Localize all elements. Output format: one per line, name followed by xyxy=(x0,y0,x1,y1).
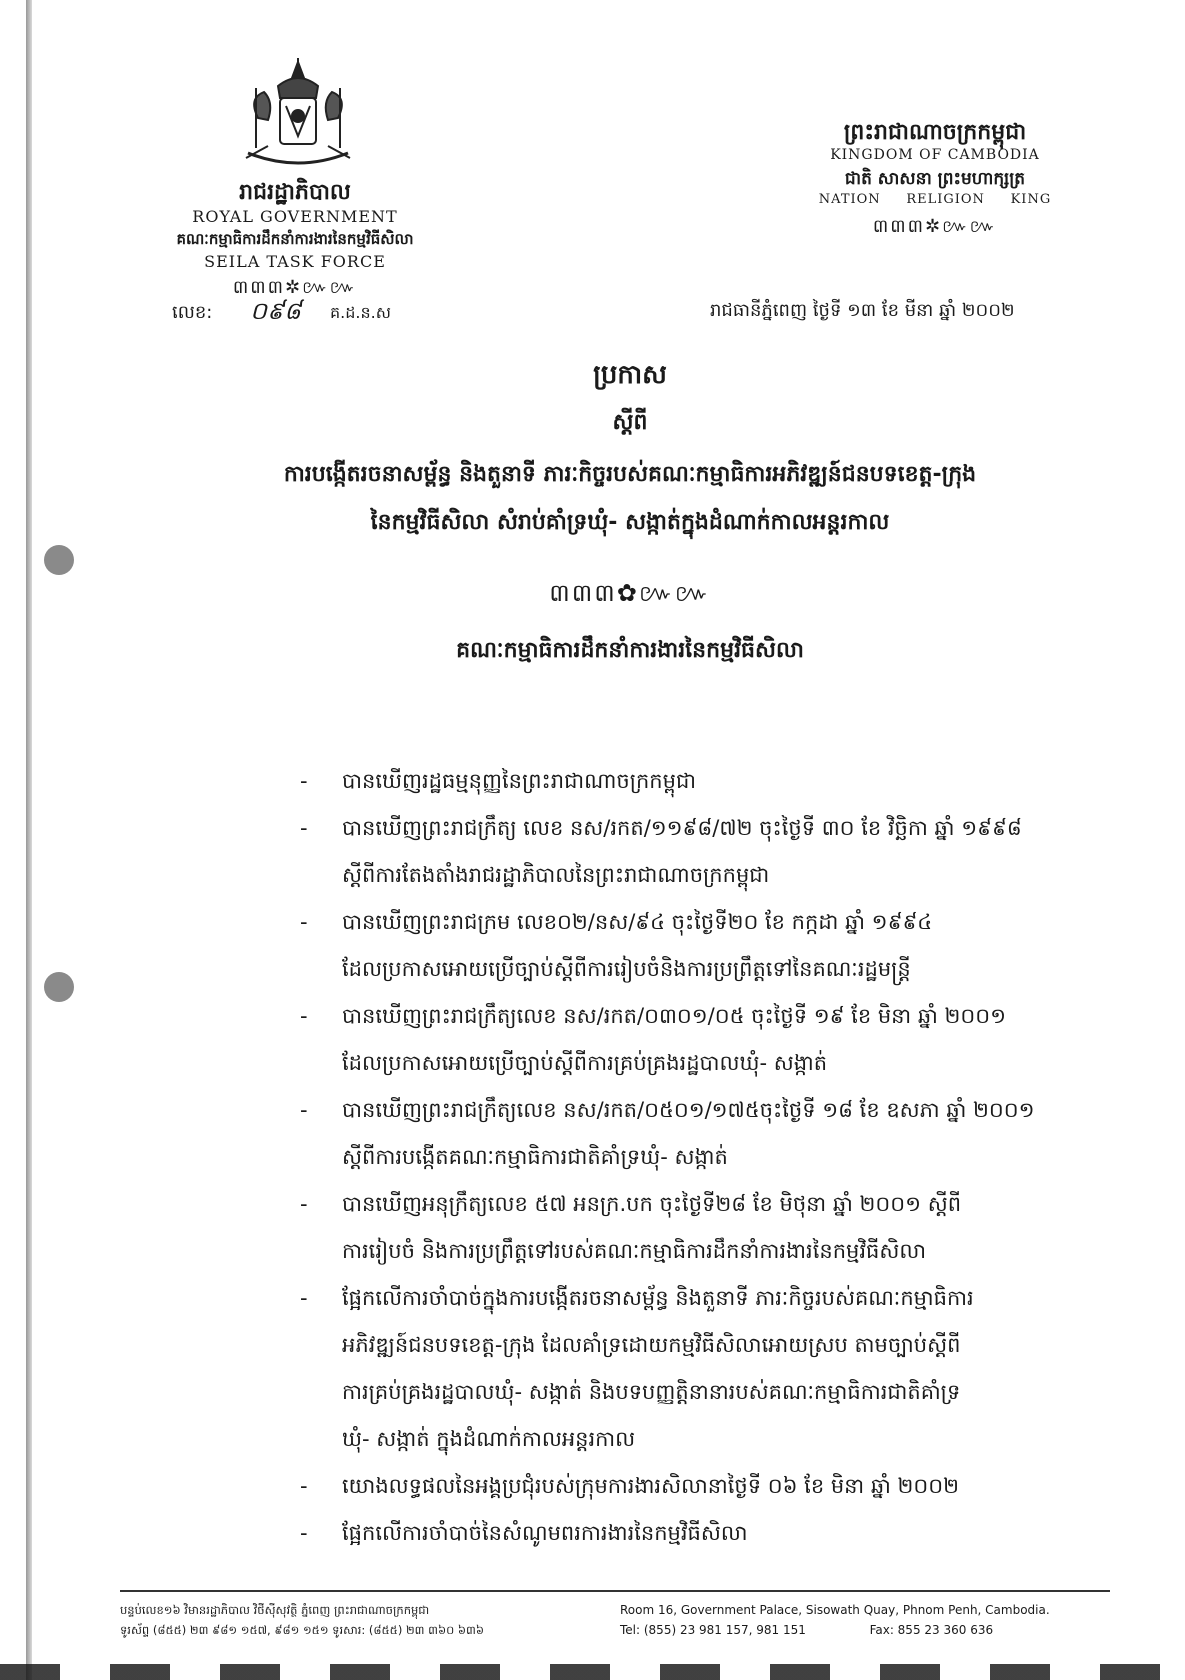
left-ornament: ៣៣៣✲៚៚ xyxy=(232,277,358,298)
bullet-dash: - xyxy=(300,769,308,793)
scan-edge-shadow xyxy=(26,0,32,1680)
reference-label: លេខ: xyxy=(172,302,213,323)
list-item-line: អភិវឌ្ឍន៍ជនបទខេត្ត-ក្រុង ដែលគាំទ្រដោយកម្មវិធីសិលាអោយស្រប តាមច្បាប់ស្ដីពី xyxy=(342,1333,961,1357)
list-item xyxy=(300,805,1100,899)
list-item-line: បានឃើញរដ្ឋធម្មនុញ្ញនៃព្រះរាជាណាចក្រកម្ពុជា xyxy=(342,769,696,793)
footer-english-contact xyxy=(620,1620,1110,1640)
document-sub: ស្ដីពី xyxy=(612,410,648,435)
list-item xyxy=(300,758,1100,805)
considerations-list xyxy=(300,758,1100,1557)
bullet-dash: - xyxy=(300,1474,308,1498)
list-item-line: ស្ដីពីការតែងតាំងរាជរដ្ឋាភិបាលនៃព្រះរាជាណាចក្រកម្ពុជា xyxy=(342,863,770,887)
footer-fax: Fax: 855 23 360 636 xyxy=(869,1623,994,1637)
bullet-dash: - xyxy=(300,1004,308,1028)
kingdom-english: KINGDOM OF CAMBODIA xyxy=(830,147,1040,163)
royal-emblem-icon xyxy=(228,58,368,178)
footer-khmer-address: បន្ទប់លេខ១៦ វិមានរដ្ឋាភិបាល វិថីស៊ីសុវត្ថិ ភ្នំពេញ ព្រះរាជាណាចក្រកម្ពុជា xyxy=(120,1603,430,1617)
footer-khmer xyxy=(120,1600,590,1640)
list-item-line: ការរៀបចំ និងការប្រព្រឹត្តទៅរបស់គណៈកម្មាធិការដឹកនាំការងារនៃកម្មវិធីសិលា xyxy=(342,1239,927,1263)
authority-line: គណៈកម្មាធិការដឹកនាំការងារនៃកម្មវិធីសិលា xyxy=(456,638,804,663)
reference-number: ០៩៨ xyxy=(250,297,301,325)
list-item-line: បានឃើញអនុក្រឹត្យលេខ ៥៧ អនក្រ.បក ចុះថ្ងៃទី២៨ ខែ មិថុនា ឆ្នាំ ២០០១ ស្ដីពី xyxy=(342,1192,962,1216)
kingdom-khmer: ព្រះរាជាណាចក្រកម្ពុជា xyxy=(843,120,1027,145)
list-item xyxy=(300,1275,1100,1463)
list-item-line: យោងលទ្ធផលនៃអង្គប្រជុំរបស់ក្រុមការងារសិលានាថ្ងៃទី ០៦ ខែ មិនា ឆ្នាំ ២០០២ xyxy=(342,1474,960,1498)
list-item-line: បានឃើញព្រះរាជក្រឹត្យលេខ នស/រកត/០៣០១/០៥ ចុះថ្ងៃទី ១៩ ខែ មិនា ឆ្នាំ ២០០១ xyxy=(342,1004,1007,1028)
bullet-dash: - xyxy=(300,1286,308,1310)
list-item-line: ដែលប្រកាសអោយប្រើច្បាប់ស្ដីពីការគ្រប់គ្រងរដ្ឋបាលឃុំ- សង្កាត់ xyxy=(342,1051,828,1075)
reference-suffix: គ.ដ.ន.ស xyxy=(330,303,391,322)
list-item-line: ស្ដីពីការបង្កើតគណៈកម្មាធិការជាតិគាំទ្រឃុំ- សង្កាត់ xyxy=(342,1145,728,1169)
motto-khmer: ជាតិ សាសនា ព្រះមហាក្សត្រ xyxy=(844,169,1026,189)
date-line: រាជធានីភ្នំពេញ ថ្ងៃទី ១៣ ខែ មីនា ឆ្នាំ ២០០២ xyxy=(710,300,1015,321)
org-khmer: រាជរដ្ឋាភិបាល xyxy=(239,180,351,205)
list-item xyxy=(300,1087,1100,1181)
list-item-line: ផ្អែកលើការចាំបាច់ក្នុងការបង្កើតរចនាសម្ព័ន្ធ និងតួនាទី ភារៈកិច្ចរបស់គណៈកម្មាធិការ xyxy=(342,1286,974,1310)
list-item xyxy=(300,899,1100,993)
title-line-1: ការបង្កើតរចនាសម្ព័ន្ធ និងតួនាទី ភារៈកិច្ចរបស់គណៈកម្មាធិការអភិវឌ្ឍន៍ជនបទខេត្ត-ក្រុង xyxy=(283,462,977,487)
list-item-line: ការគ្រប់គ្រងរដ្ឋបាលឃុំ- សង្កាត់ និងបទបញ្ញត្តិនានារបស់គណៈកម្មាធិការជាតិគាំទ្រ xyxy=(342,1380,961,1404)
list-item xyxy=(300,1181,1100,1275)
taskforce-khmer: គណៈកម្មាធិការដឹកនាំការងារនៃកម្មវិធីសិលា xyxy=(176,230,414,248)
document-heading: ប្រកាស xyxy=(593,360,667,390)
org-english: ROYAL GOVERNMENT xyxy=(192,207,398,226)
list-item-line: ឃុំ- សង្កាត់ ក្នុងដំណាក់កាលអន្តរកាល xyxy=(342,1427,636,1451)
scan-bottom-artifact xyxy=(0,1664,1185,1680)
taskforce-english: SEILA TASK FORCE xyxy=(204,252,386,271)
right-ornament: ៣៣៣✲៚៚ xyxy=(872,216,998,237)
footer-english-address: Room 16, Government Palace, Sisowath Quay, Phnom Penh, Cambodia. xyxy=(620,1603,1050,1617)
bullet-dash: - xyxy=(300,1098,308,1122)
list-item xyxy=(300,1463,1100,1510)
footer-english xyxy=(620,1600,1110,1640)
punch-hole-bottom xyxy=(44,972,74,1002)
list-item-line: បានឃើញព្រះរាជក្រម លេខ០២/នស/៩៤ ចុះថ្ងៃទី២០ ខែ កក្កដា ឆ្នាំ ១៩៩៤ xyxy=(342,910,933,934)
list-item-line: បានឃើញព្រះរាជក្រឹត្យលេខ នស/រកត/០៥០១/១៧៥ចុះថ្ងៃទី ១៨ ខែ ឧសភា ឆ្នាំ ២០០១ xyxy=(342,1098,1035,1122)
punch-hole-top xyxy=(44,545,74,575)
bullet-dash: - xyxy=(300,816,308,840)
bullet-dash: - xyxy=(300,910,308,934)
list-item xyxy=(300,993,1100,1087)
list-item-line: ដែលប្រកាសអោយប្រើច្បាប់ស្ដីពីការរៀបចំនិងការប្រព្រឹត្តទៅនៃគណៈរដ្ឋមន្ត្រី xyxy=(342,957,911,981)
title-line-2: នៃកម្មវិធីសិលា សំរាប់គាំទ្រឃុំ- សង្កាត់ក្នុងដំណាក់កាលអន្តរកាល xyxy=(370,510,890,535)
bullet-dash: - xyxy=(300,1521,308,1545)
footer-tel: Tel: (855) 23 981 157, 981 151 xyxy=(620,1623,806,1637)
list-item-line: ផ្អែកលើការចាំបាច់នៃសំណូមពរការងារនៃកម្មវិធីសិលា xyxy=(342,1521,748,1545)
list-item xyxy=(300,1510,1100,1557)
motto-english: NATION RELIGION KING xyxy=(818,192,1052,207)
bullet-dash: - xyxy=(300,1192,308,1216)
footer-khmer-phone: ទូរស័ព្ទ (៨៥៥) ២៣ ៩៨១ ១៥៧, ៩៨១ ១៥១ ទូរសារ: (៨៥៥) ២៣ ៣៦០ ៦៣៦ xyxy=(120,1623,485,1637)
list-item-line: បានឃើញព្រះរាជក្រឹត្យ លេខ នស/រកត/១១៩៨/៧២ ចុះថ្ងៃទី ៣០ ខែ វិច្ឆិកា ឆ្នាំ ១៩៩៨ xyxy=(342,816,1022,840)
footer-divider xyxy=(120,1590,1110,1592)
title-ornament: ៣៣៣✿៚៚ xyxy=(549,579,711,607)
